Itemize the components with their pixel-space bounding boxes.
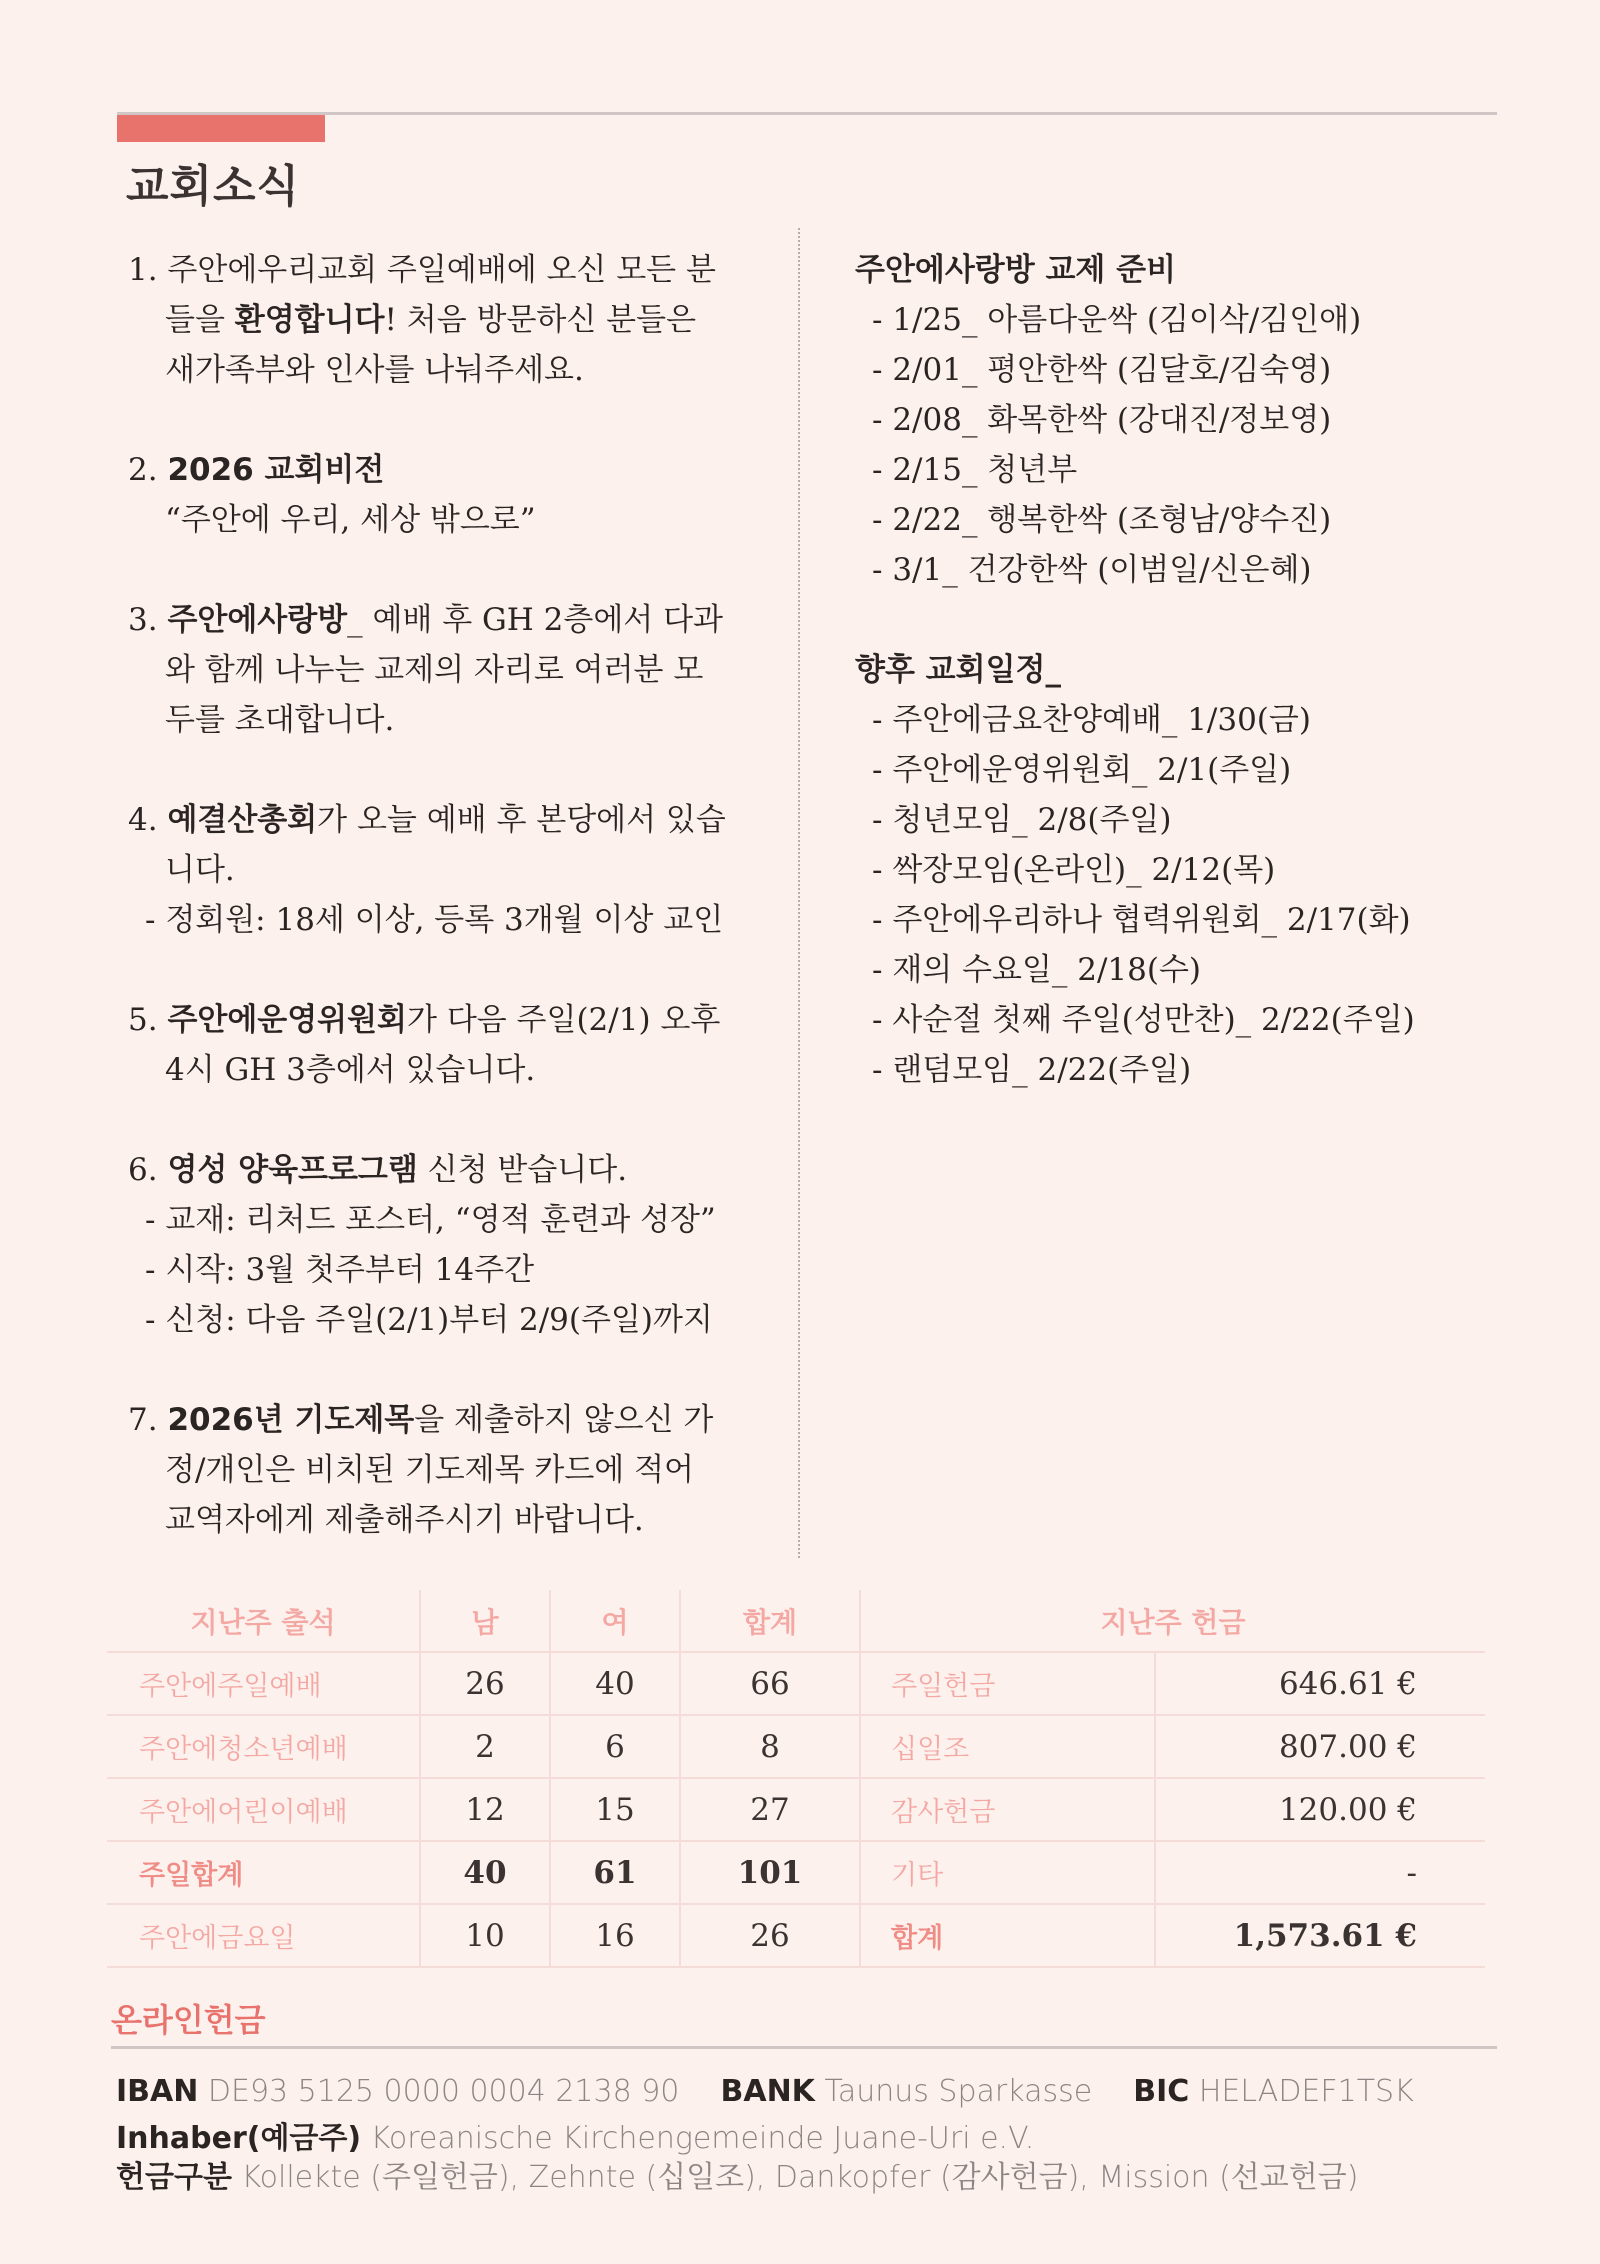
news-highlight: 영성 양육프로그램 [167, 1152, 418, 1188]
male-count: 10 [420, 1904, 550, 1967]
news-item [128, 595, 778, 745]
news-line: - 시작: 3월 첫주부터 14주간 [145, 1252, 535, 1288]
news-highlight: 2026 교회비전 [167, 452, 385, 488]
news-line: - 신청: 다음 주일(2/1)부터 2/9(주일)까지 [145, 1302, 713, 1338]
news-highlight: 환영합니다 [234, 302, 385, 338]
news-item [128, 1145, 778, 1345]
offering-amount: 646.61 € [1155, 1652, 1485, 1715]
news-item [128, 795, 778, 945]
news-line [128, 595, 778, 645]
schedule-item: - 주안에운영위원회_ 2/1(주일) [872, 752, 1292, 788]
female-count: 15 [550, 1778, 680, 1841]
table-row [107, 1841, 1485, 1904]
sarangbang-title: 주안에사랑방 교제 준비 [855, 252, 1177, 288]
header-accent-bar [117, 112, 325, 142]
news-text: 2. [128, 452, 168, 488]
news-text: 5. [128, 1002, 168, 1038]
holder-value: Koreanische Kirchengemeinde Juane-Uri e.V. [370, 2121, 1035, 2156]
schedule-item: - 랜덤모임_ 2/22(주일) [872, 1052, 1192, 1088]
news-line: 4시 GH 3층에서 있습니다. [165, 1052, 536, 1088]
male-header: 남 [420, 1590, 550, 1652]
bic-label: BIC [1133, 2074, 1190, 2109]
news-item [128, 445, 778, 545]
attendance-header: 지난주 출석 [107, 1590, 420, 1652]
news-item [128, 245, 778, 395]
offering-amount: 1,573.61 € [1155, 1904, 1485, 1967]
schedule-item: - 청년모임_ 2/8(주일) [872, 802, 1172, 838]
stats-table [107, 1590, 1485, 1968]
sarangbang-item: - 2/22_ 행복한싹 (조형남/양수진) [872, 502, 1332, 538]
news-text: ! 처음 방문하신 분들은 [384, 302, 697, 338]
sarangbang-item: - 3/1_ 건강한싹 (이범일/신은혜) [872, 552, 1312, 588]
total-count: 27 [680, 1778, 860, 1841]
online-offering-title: 온라인헌금 [111, 2001, 266, 2039]
attendance-label: 주일합계 [107, 1841, 420, 1904]
schedule-item: - 주안에우리하나 협력위원회_ 2/17(화) [872, 902, 1411, 938]
news-line [128, 795, 778, 845]
offering-header: 지난주 헌금 [860, 1590, 1485, 1652]
schedule-item: - 재의 수요일_ 2/18(수) [872, 952, 1202, 988]
news-line [128, 995, 778, 1045]
news-highlight: 주안에사랑방 [167, 602, 348, 638]
male-count: 2 [420, 1715, 550, 1778]
online-divider [111, 2046, 1497, 2049]
schedule-item: - 사순절 첫째 주일(성만찬)_ 2/22(주일) [872, 1002, 1415, 1038]
female-header: 여 [550, 1590, 680, 1652]
news-line [128, 1395, 778, 1445]
news-text: 3. [128, 602, 168, 638]
male-count: 40 [420, 1841, 550, 1904]
offering-label: 십일조 [860, 1715, 1155, 1778]
female-count: 61 [550, 1841, 680, 1904]
male-count: 12 [420, 1778, 550, 1841]
total-count: 8 [680, 1715, 860, 1778]
holder-line [116, 2113, 1034, 2157]
total-header: 합계 [680, 1590, 860, 1652]
news-text: 7. [128, 1402, 168, 1438]
table-row [107, 1778, 1485, 1841]
male-count: 26 [420, 1652, 550, 1715]
offering-label: 기타 [860, 1841, 1155, 1904]
bic-value: HELADEF1TSK [1198, 2074, 1414, 2109]
news-line [128, 1145, 778, 1195]
news-text: 을 제출하지 않으신 가 [414, 1402, 714, 1438]
news-line: 정/개인은 비치된 기도제목 카드에 적어 [165, 1452, 694, 1488]
news-text: 신청 받습니다. [417, 1152, 628, 1188]
news-line: “주안에 우리, 세상 밖으로” [165, 502, 536, 538]
offering-label: 주일헌금 [860, 1652, 1155, 1715]
news-line: 1. 주안에우리교회 주일예배에 오신 모든 분 [128, 252, 716, 288]
attendance-label: 주안에주일예배 [107, 1652, 420, 1715]
church-news-list [128, 245, 778, 1595]
offering-label: 합계 [860, 1904, 1155, 1967]
total-count: 101 [680, 1841, 860, 1904]
offering-types-label: 헌금구분 [116, 2160, 232, 2195]
bank-info-line [116, 2074, 1414, 2109]
news-text: 가 다음 주일(2/1) 오후 [407, 1002, 721, 1038]
news-line: 와 함께 나누는 교제의 자리로 여러분 모 [165, 652, 704, 688]
news-text: 들을 [165, 302, 235, 338]
news-highlight: 2026년 기도제목 [167, 1402, 415, 1438]
news-highlight: 주안에운영위원회 [167, 1002, 408, 1038]
schedule-item: - 주안에금요찬양예배_ 1/30(금) [872, 702, 1311, 738]
news-line [128, 295, 778, 345]
column-divider [798, 228, 800, 1558]
offering-types-line [116, 2152, 1358, 2196]
female-count: 6 [550, 1715, 680, 1778]
news-item [128, 1395, 778, 1545]
attendance-label: 주안에어린이예배 [107, 1778, 420, 1841]
section-title: 교회소식 [126, 161, 301, 212]
sarangbang-item: - 2/01_ 평안한싹 (김달호/김숙영) [872, 352, 1332, 388]
news-item [128, 995, 778, 1095]
stats-header-row [107, 1590, 1485, 1652]
attendance-label: 주안에청소년예배 [107, 1715, 420, 1778]
news-line: - 정회원: 18세 이상, 등록 3개월 이상 교인 [145, 902, 724, 938]
female-count: 16 [550, 1904, 680, 1967]
total-count: 26 [680, 1904, 860, 1967]
news-line: 니다. [165, 852, 235, 888]
table-row [107, 1652, 1485, 1715]
news-highlight: 예결산총회 [167, 802, 318, 838]
news-line [128, 445, 778, 495]
news-text: 6. [128, 1152, 168, 1188]
offering-label: 감사헌금 [860, 1778, 1155, 1841]
offering-amount: - [1155, 1841, 1485, 1904]
schedule-list [855, 695, 1495, 1095]
schedule-item: - 싹장모임(온라인)_ 2/12(목) [872, 852, 1276, 888]
attendance-label: 주안에금요일 [107, 1904, 420, 1967]
right-column [855, 245, 1495, 1095]
offering-amount: 120.00 € [1155, 1778, 1485, 1841]
schedule-title: 향후 교회일정_ [855, 652, 1061, 688]
iban-value: DE93 5125 0000 0004 2138 90 [207, 2074, 680, 2109]
offering-amount: 807.00 € [1155, 1715, 1485, 1778]
news-line: 새가족부와 인사를 나눠주세요. [165, 352, 584, 388]
news-text: _ 예배 후 GH 2층에서 다과 [347, 602, 723, 638]
news-line: - 교재: 리처드 포스터, “영적 훈련과 성장” [145, 1202, 716, 1238]
sarangbang-item: - 2/08_ 화목한싹 (강대진/정보영) [872, 402, 1332, 438]
sarangbang-item: - 1/25_ 아름다운싹 (김이삭/김인애) [872, 302, 1362, 338]
holder-label: Inhaber(예금주) [116, 2121, 362, 2156]
bank-value: Taunus Sparkasse [824, 2074, 1093, 2109]
sarangbang-item: - 2/15_ 청년부 [872, 452, 1078, 488]
news-text: 4. [128, 802, 168, 838]
female-count: 40 [550, 1652, 680, 1715]
bank-label: BANK [720, 2074, 815, 2109]
sarangbang-list [855, 295, 1495, 595]
news-line: 두를 초대합니다. [165, 702, 395, 738]
table-row [107, 1904, 1485, 1967]
table-row [107, 1715, 1485, 1778]
iban-label: IBAN [116, 2074, 199, 2109]
total-count: 66 [680, 1652, 860, 1715]
news-text: 가 오늘 예배 후 본당에서 있습 [317, 802, 726, 838]
news-line: 교역자에게 제출해주시기 바랍니다. [165, 1502, 644, 1538]
header-divider [117, 112, 1497, 115]
offering-types-value: Kollekte (주일헌금), Zehnte (십일조), Dankopfer (감사헌금), Mission (선교헌금) [241, 2160, 1359, 2195]
